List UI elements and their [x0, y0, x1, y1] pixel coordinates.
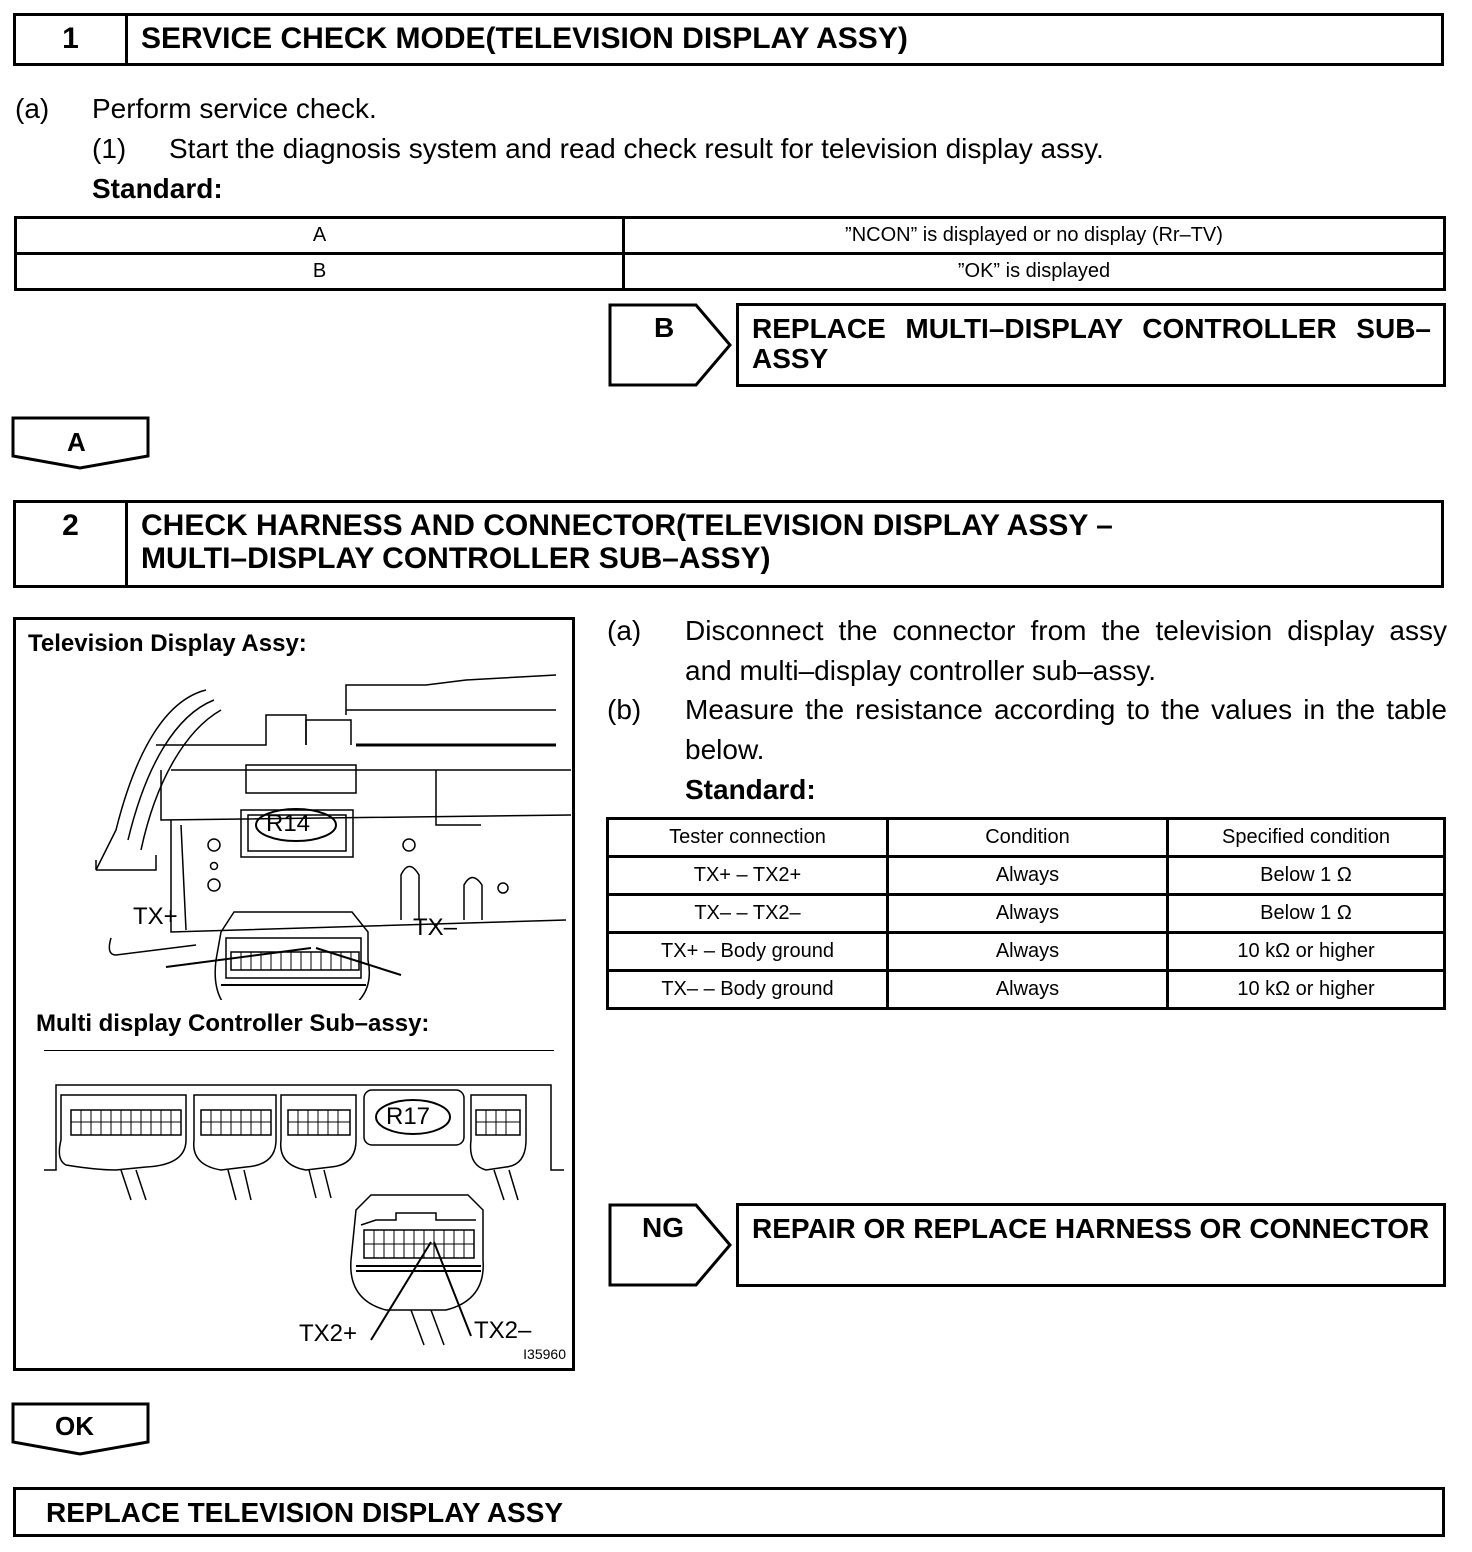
step-1-number: 1 — [16, 16, 128, 63]
step-1-item-a-marker: (a) — [15, 93, 50, 124]
step-2-item-b-marker: (b) — [607, 694, 642, 725]
final-action: REPLACE TELEVISION DISPLAY ASSY — [13, 1487, 1445, 1537]
cell-tester-connection: TX– – Body ground — [608, 971, 888, 1009]
step-2-title-line-2: MULTI–DISPLAY CONTROLLER SUB–ASSY) — [141, 542, 771, 575]
branch-b-tag: B — [654, 312, 675, 343]
header-tester-connection: Tester connection — [608, 819, 888, 857]
step-1-header — [13, 13, 1444, 66]
r14-connector-label: R14 — [266, 810, 311, 837]
table-row — [16, 254, 1445, 290]
cell-tester-connection: TX– – TX2– — [608, 895, 888, 933]
branch-a-tag: A — [67, 427, 86, 457]
table-cell-condition: ”OK” is displayed — [624, 254, 1445, 290]
step-2-standard-label: Standard: — [685, 774, 816, 805]
cell-tester-connection: TX+ – TX2+ — [608, 857, 888, 895]
table-row — [608, 895, 1445, 933]
branch-b-action: REPLACE MULTI–DISPLAY CONTROLLER SUB–ASSY — [736, 303, 1446, 387]
cell-specified-condition: Below 1 Ω — [1168, 857, 1445, 895]
tx2-minus-leader — [434, 1242, 471, 1336]
step-2-title-line-1: CHECK HARNESS AND CONNECTOR(TELEVISION DISPLAY ASSY – — [141, 509, 1113, 542]
connector-figure — [13, 617, 575, 1371]
table-header-row — [608, 819, 1445, 857]
tx-plus-leader — [166, 948, 311, 967]
header-specified-condition: Specified condition — [1168, 819, 1445, 857]
tx2-plus-label: TX2+ — [299, 1320, 358, 1347]
step-2-item-a-text: Disconnect the connector from the television display assy and multi–display controller sub–assy. — [685, 615, 1447, 686]
table-cell-condition: ”NCON” is displayed or no display (Rr–TV) — [624, 218, 1445, 254]
tx-minus-label: TX– — [413, 914, 458, 941]
tx2-plus-leader — [371, 1242, 431, 1340]
controller-label: Multi display Controller Sub–assy: — [36, 1010, 430, 1037]
branch-ng-action: REPAIR OR REPLACE HARNESS OR CONNECTOR — [736, 1203, 1446, 1287]
step-1-item-1-marker: (1) — [92, 133, 127, 164]
step-1-item-a-text: Perform service check. — [92, 93, 377, 124]
step-2-item-b-text: Measure the resistance according to the values in the table below. — [685, 694, 1447, 765]
r17-connector-label: R17 — [386, 1103, 431, 1130]
step-1-standard-table — [14, 216, 1446, 291]
table-cell-result: A — [16, 218, 624, 254]
cell-specified-condition: 10 kΩ or higher — [1168, 933, 1445, 971]
tv-display-label: Television Display Assy: — [28, 630, 307, 657]
table-row — [16, 218, 1445, 254]
cell-condition: Always — [888, 895, 1168, 933]
cell-specified-condition: 10 kΩ or higher — [1168, 971, 1445, 1009]
cell-specified-condition: Below 1 Ω — [1168, 895, 1445, 933]
cell-condition: Always — [888, 857, 1168, 895]
tx2-minus-label: TX2– — [474, 1317, 532, 1344]
table-row — [608, 971, 1445, 1009]
branch-ok-tag: OK — [55, 1411, 94, 1441]
cell-tester-connection: TX+ – Body ground — [608, 933, 888, 971]
step-2-title — [128, 503, 1441, 585]
header-condition: Condition — [888, 819, 1168, 857]
tx-plus-label: TX+ — [133, 903, 178, 930]
table-row — [608, 857, 1445, 895]
cell-condition: Always — [888, 971, 1168, 1009]
resistance-table — [606, 817, 1446, 1010]
table-row — [608, 933, 1445, 971]
step-1-standard-label: Standard: — [92, 173, 223, 204]
controller-divider — [44, 1050, 554, 1051]
figure-id: I35960 — [523, 1346, 566, 1362]
step-1-item-1-text: Start the diagnosis system and read check result for television display assy. — [169, 133, 1104, 164]
step-1-title: SERVICE CHECK MODE(TELEVISION DISPLAY ASSY) — [141, 22, 908, 55]
step-2-number: 2 — [16, 503, 128, 585]
step-2-header — [13, 500, 1444, 588]
cell-condition: Always — [888, 933, 1168, 971]
step-2-item-a-marker: (a) — [607, 615, 642, 646]
table-cell-result: B — [16, 254, 624, 290]
branch-ng-tag: NG — [642, 1212, 684, 1243]
